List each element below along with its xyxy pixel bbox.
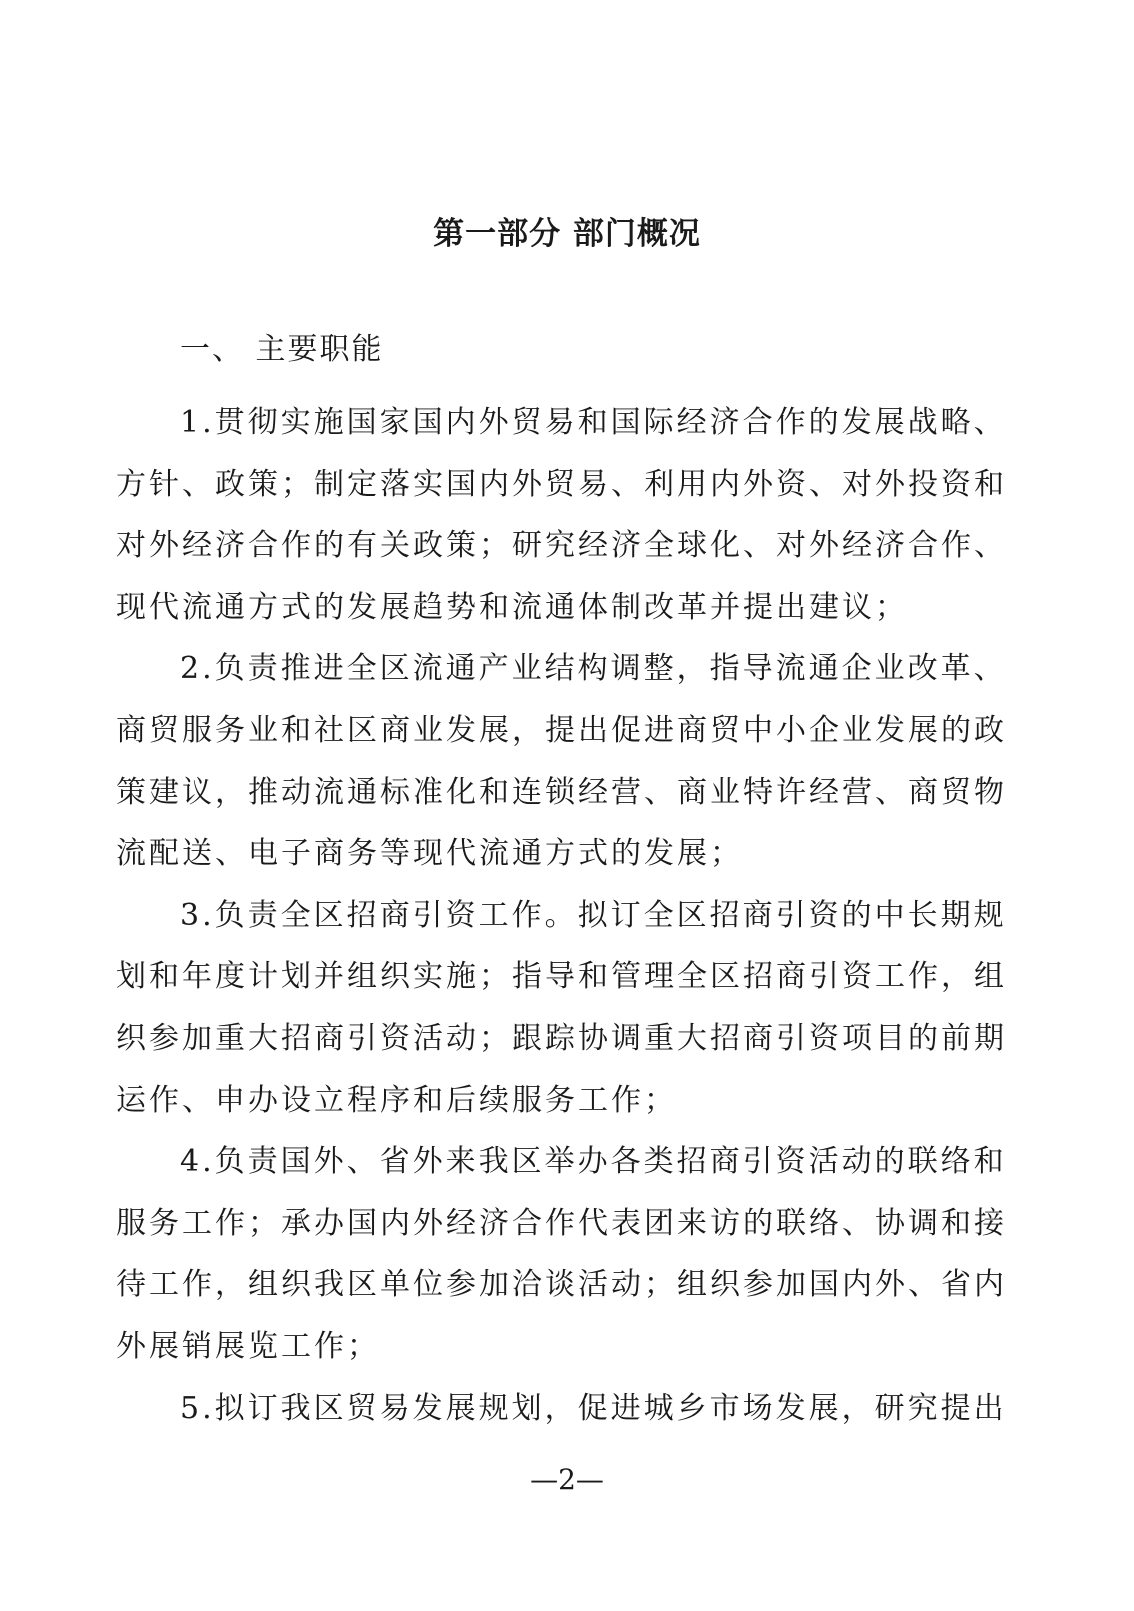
paragraph-line: 4.负责国外、省外来我区举办各类招商引资活动的联络和 [180,1144,1007,1180]
paragraph [116,885,1006,1131]
paragraph-line: 商贸服务业和社区商业发展，提出促进商贸中小企业发展的政 [116,712,1007,748]
paragraph-line: 方针、政策；制定落实国内外贸易、利用内外资、对外投资和 [116,466,1007,502]
paragraph-list [116,392,1006,1439]
paragraph-line: 对外经济合作的有关政策；研究经济全球化、对外经济合作、 [116,528,1007,564]
paragraph [116,1131,1006,1377]
paragraph-line: 策建议，推动流通标准化和连锁经营、商业特许经营、商贸物 [116,774,1007,810]
paragraph [116,1378,1006,1440]
paragraph-line: 服务工作；承办国内外经济合作代表团来访的联络、协调和接 [116,1205,1007,1241]
document-body [116,330,1006,1439]
paragraph [116,392,1006,638]
paragraph-line: 1.贯彻实施国家国内外贸易和国际经济合作的发展战略、 [180,405,1007,440]
page-number: —2— [530,1463,604,1496]
paragraph-line: 织参加重大招商引资活动；跟踪协调重大招商引资项目的前期 [116,1020,1007,1056]
paragraph-line: 现代流通方式的发展趋势和流通体制改革并提出建议； [116,589,908,625]
paragraph-line: 2.负责推进全区流通产业结构调整，指导流通企业改革、 [180,651,1007,687]
paragraph-line: 运作、申办设立程序和后续服务工作； [116,1082,677,1118]
paragraph-line: 5.拟订我区贸易发展规划，促进城乡市场发展，研究提出 [180,1390,1007,1426]
paragraph [116,638,1006,884]
paragraph-line: 3.负责全区招商引资工作。拟订全区招商引资的中长期规 [180,897,1007,933]
page-title: 第一部分 部门概况 [433,216,701,252]
section-heading: 一、 主要职能 [180,332,384,367]
paragraph-line: 流配送、电子商务等现代流通方式的发展； [116,836,743,872]
paragraph-line: 划和年度计划并组织实施；指导和管理全区招商引资工作，组 [116,959,1007,995]
paragraph-line: 外展销展览工作； [116,1328,380,1364]
paragraph-line: 待工作，组织我区单位参加洽谈活动；组织参加国内外、省内 [116,1267,1007,1303]
